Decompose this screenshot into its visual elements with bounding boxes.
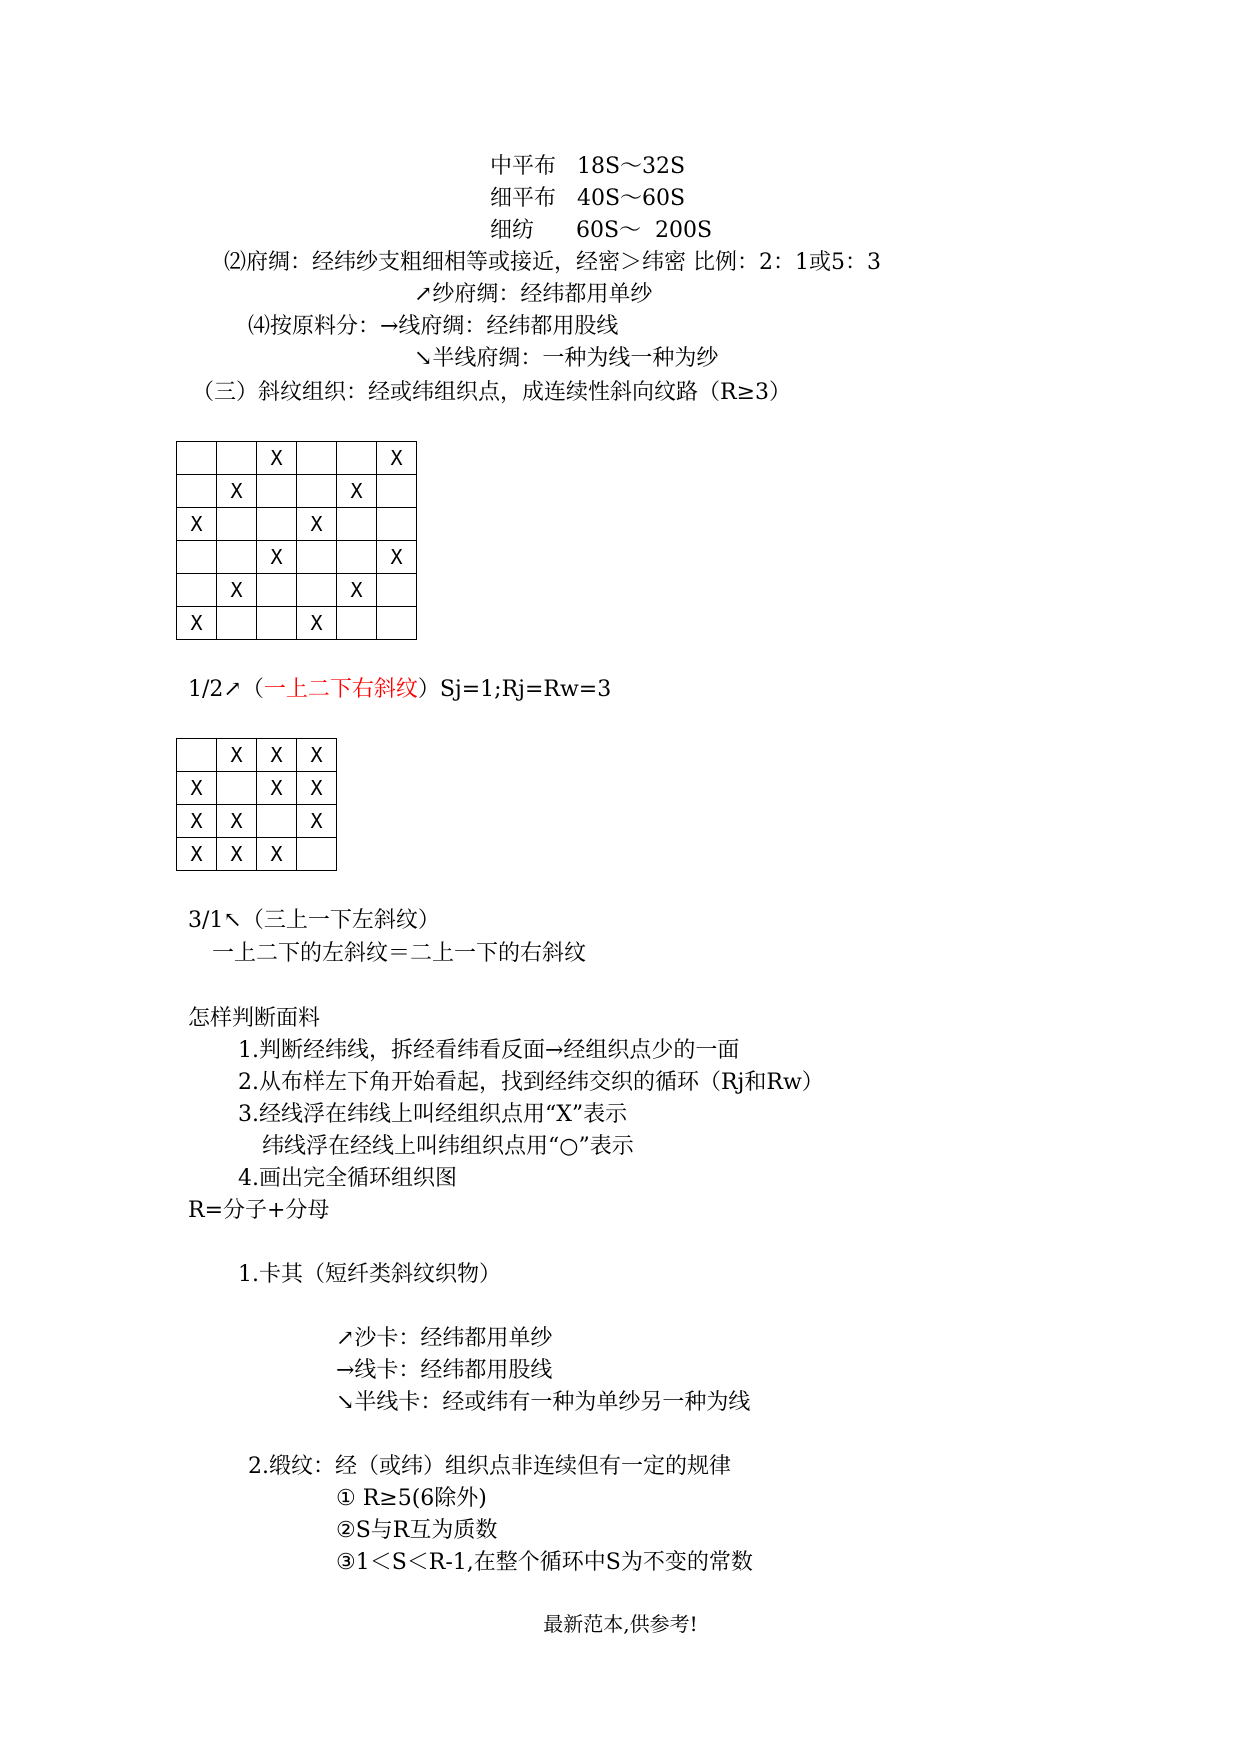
grid-cell — [177, 739, 217, 772]
grid-cell — [257, 475, 297, 508]
grid-row — [177, 739, 337, 772]
grid-row — [177, 607, 417, 640]
grid-cell — [297, 541, 337, 574]
grid-cell: X — [297, 772, 337, 805]
caption-prefix: 1/2↗（ — [188, 677, 264, 702]
grid-cell: X — [177, 607, 217, 640]
text-line: 细平布 40S～60S — [490, 186, 686, 211]
grid-cell: X — [257, 739, 297, 772]
grid-cell — [377, 574, 417, 607]
formula-line: R=分子+分母 — [188, 1198, 330, 1223]
grid-cell — [217, 508, 257, 541]
grid-row — [177, 772, 337, 805]
grid-row — [177, 475, 417, 508]
grid-cell: X — [257, 442, 297, 475]
grid-cell: X — [217, 574, 257, 607]
caption-highlight: 一上二下右斜纹 — [263, 677, 418, 702]
grid-row — [177, 442, 417, 475]
grid-cell — [297, 838, 337, 871]
grid-row — [177, 508, 417, 541]
grid-row — [177, 574, 417, 607]
grid-cell: X — [337, 574, 377, 607]
grid-cell: X — [177, 772, 217, 805]
satin-rule: ②S与R互为质数 — [336, 1518, 498, 1543]
text-line: ↘半线府绸：一种为线一种为纱 — [414, 346, 719, 371]
grid-cell: X — [217, 838, 257, 871]
grid-cell — [377, 607, 417, 640]
judge-step: 4.画出完全循环组织图 — [238, 1166, 457, 1191]
khaki-item: →线卡：经纬都用股线 — [336, 1358, 553, 1383]
twill-weave-grid-1 — [176, 441, 417, 640]
grid-row — [177, 541, 417, 574]
note-line: 一上二下的左斜纹＝二上一下的右斜纹 — [212, 941, 587, 966]
grid-cell: X — [177, 508, 217, 541]
satin-title: 2.缎纹：经（或纬）组织点非连续但有一定的规律 — [248, 1454, 731, 1479]
grid-cell: X — [377, 442, 417, 475]
grid-cell: X — [217, 739, 257, 772]
grid-cell — [377, 475, 417, 508]
grid-cell — [177, 574, 217, 607]
grid-cell: X — [297, 739, 337, 772]
satin-rule: ③1＜S＜R-1,在整个循环中S为不变的常数 — [336, 1550, 753, 1575]
grid-cell — [177, 541, 217, 574]
khaki-item: ↗沙卡：经纬都用单纱 — [336, 1326, 553, 1351]
grid-cell: X — [257, 772, 297, 805]
judge-step: 2.从布样左下角开始看起，找到经纬交织的循环（Rj和Rw） — [238, 1070, 824, 1095]
grid-cell — [337, 508, 377, 541]
page-footer: 最新范本,供参考! — [543, 1612, 698, 1636]
text-line: ⑷按原料分：→线府绸：经纬都用股线 — [248, 314, 619, 339]
grid-cell: X — [377, 541, 417, 574]
grid-cell — [217, 541, 257, 574]
khaki-title: 1.卡其（短纤类斜纹织物） — [238, 1262, 501, 1287]
grid-cell: X — [177, 838, 217, 871]
grid-cell — [217, 772, 257, 805]
text-line: 中平布 18S～32S — [490, 154, 686, 179]
grid-cell — [337, 607, 377, 640]
grid-cell: X — [177, 805, 217, 838]
grid-cell — [177, 442, 217, 475]
twill-weave-grid-2 — [176, 738, 337, 871]
grid-cell — [377, 508, 417, 541]
grid-cell: X — [217, 805, 257, 838]
twill-caption-1 — [188, 675, 611, 705]
grid-cell — [217, 607, 257, 640]
judge-step: 1.判断经纬线，拆经看纬看反面→经组织点少的一面 — [238, 1038, 740, 1063]
grid-cell — [297, 475, 337, 508]
judge-title: 怎样判断面料 — [188, 1006, 321, 1031]
text-line: 细纺 60S～ 200S — [490, 218, 713, 243]
grid-cell — [337, 442, 377, 475]
grid-cell — [297, 574, 337, 607]
judge-step: 纬线浮在经线上叫纬组织点用“○”表示 — [262, 1134, 634, 1159]
khaki-item: ↘半线卡：经或纬有一种为单纱另一种为线 — [336, 1390, 751, 1415]
grid-cell: X — [337, 475, 377, 508]
grid-cell: X — [297, 508, 337, 541]
judge-step: 3.经线浮在纬线上叫经组织点用“X”表示 — [238, 1102, 628, 1127]
grid-cell — [257, 607, 297, 640]
grid-cell — [257, 805, 297, 838]
grid-row — [177, 838, 337, 871]
grid-cell — [337, 541, 377, 574]
caption-suffix: ）Sj=1;Rj=Rw=3 — [417, 677, 612, 702]
text-line: ⑵府绸：经纬纱支粗细相等或接近，经密＞纬密 比例：2：1或5：3 — [224, 250, 881, 275]
grid-cell — [257, 574, 297, 607]
satin-rule: ① R≥5(6除外) — [336, 1486, 487, 1511]
section-heading: （三）斜纹组织：经或纬组织点，成连续性斜向纹路（R≥3） — [192, 380, 791, 405]
grid-cell: X — [297, 607, 337, 640]
grid-cell — [297, 442, 337, 475]
grid-cell: X — [297, 805, 337, 838]
grid-cell: X — [217, 475, 257, 508]
grid-row — [177, 805, 337, 838]
twill-caption-2: 3/1↖（三上一下左斜纹） — [188, 908, 440, 933]
grid-cell: X — [257, 838, 297, 871]
grid-cell: X — [257, 541, 297, 574]
grid-cell — [257, 508, 297, 541]
grid-cell — [177, 475, 217, 508]
grid-cell — [217, 442, 257, 475]
text-line: ↗纱府绸：经纬都用单纱 — [414, 282, 653, 307]
